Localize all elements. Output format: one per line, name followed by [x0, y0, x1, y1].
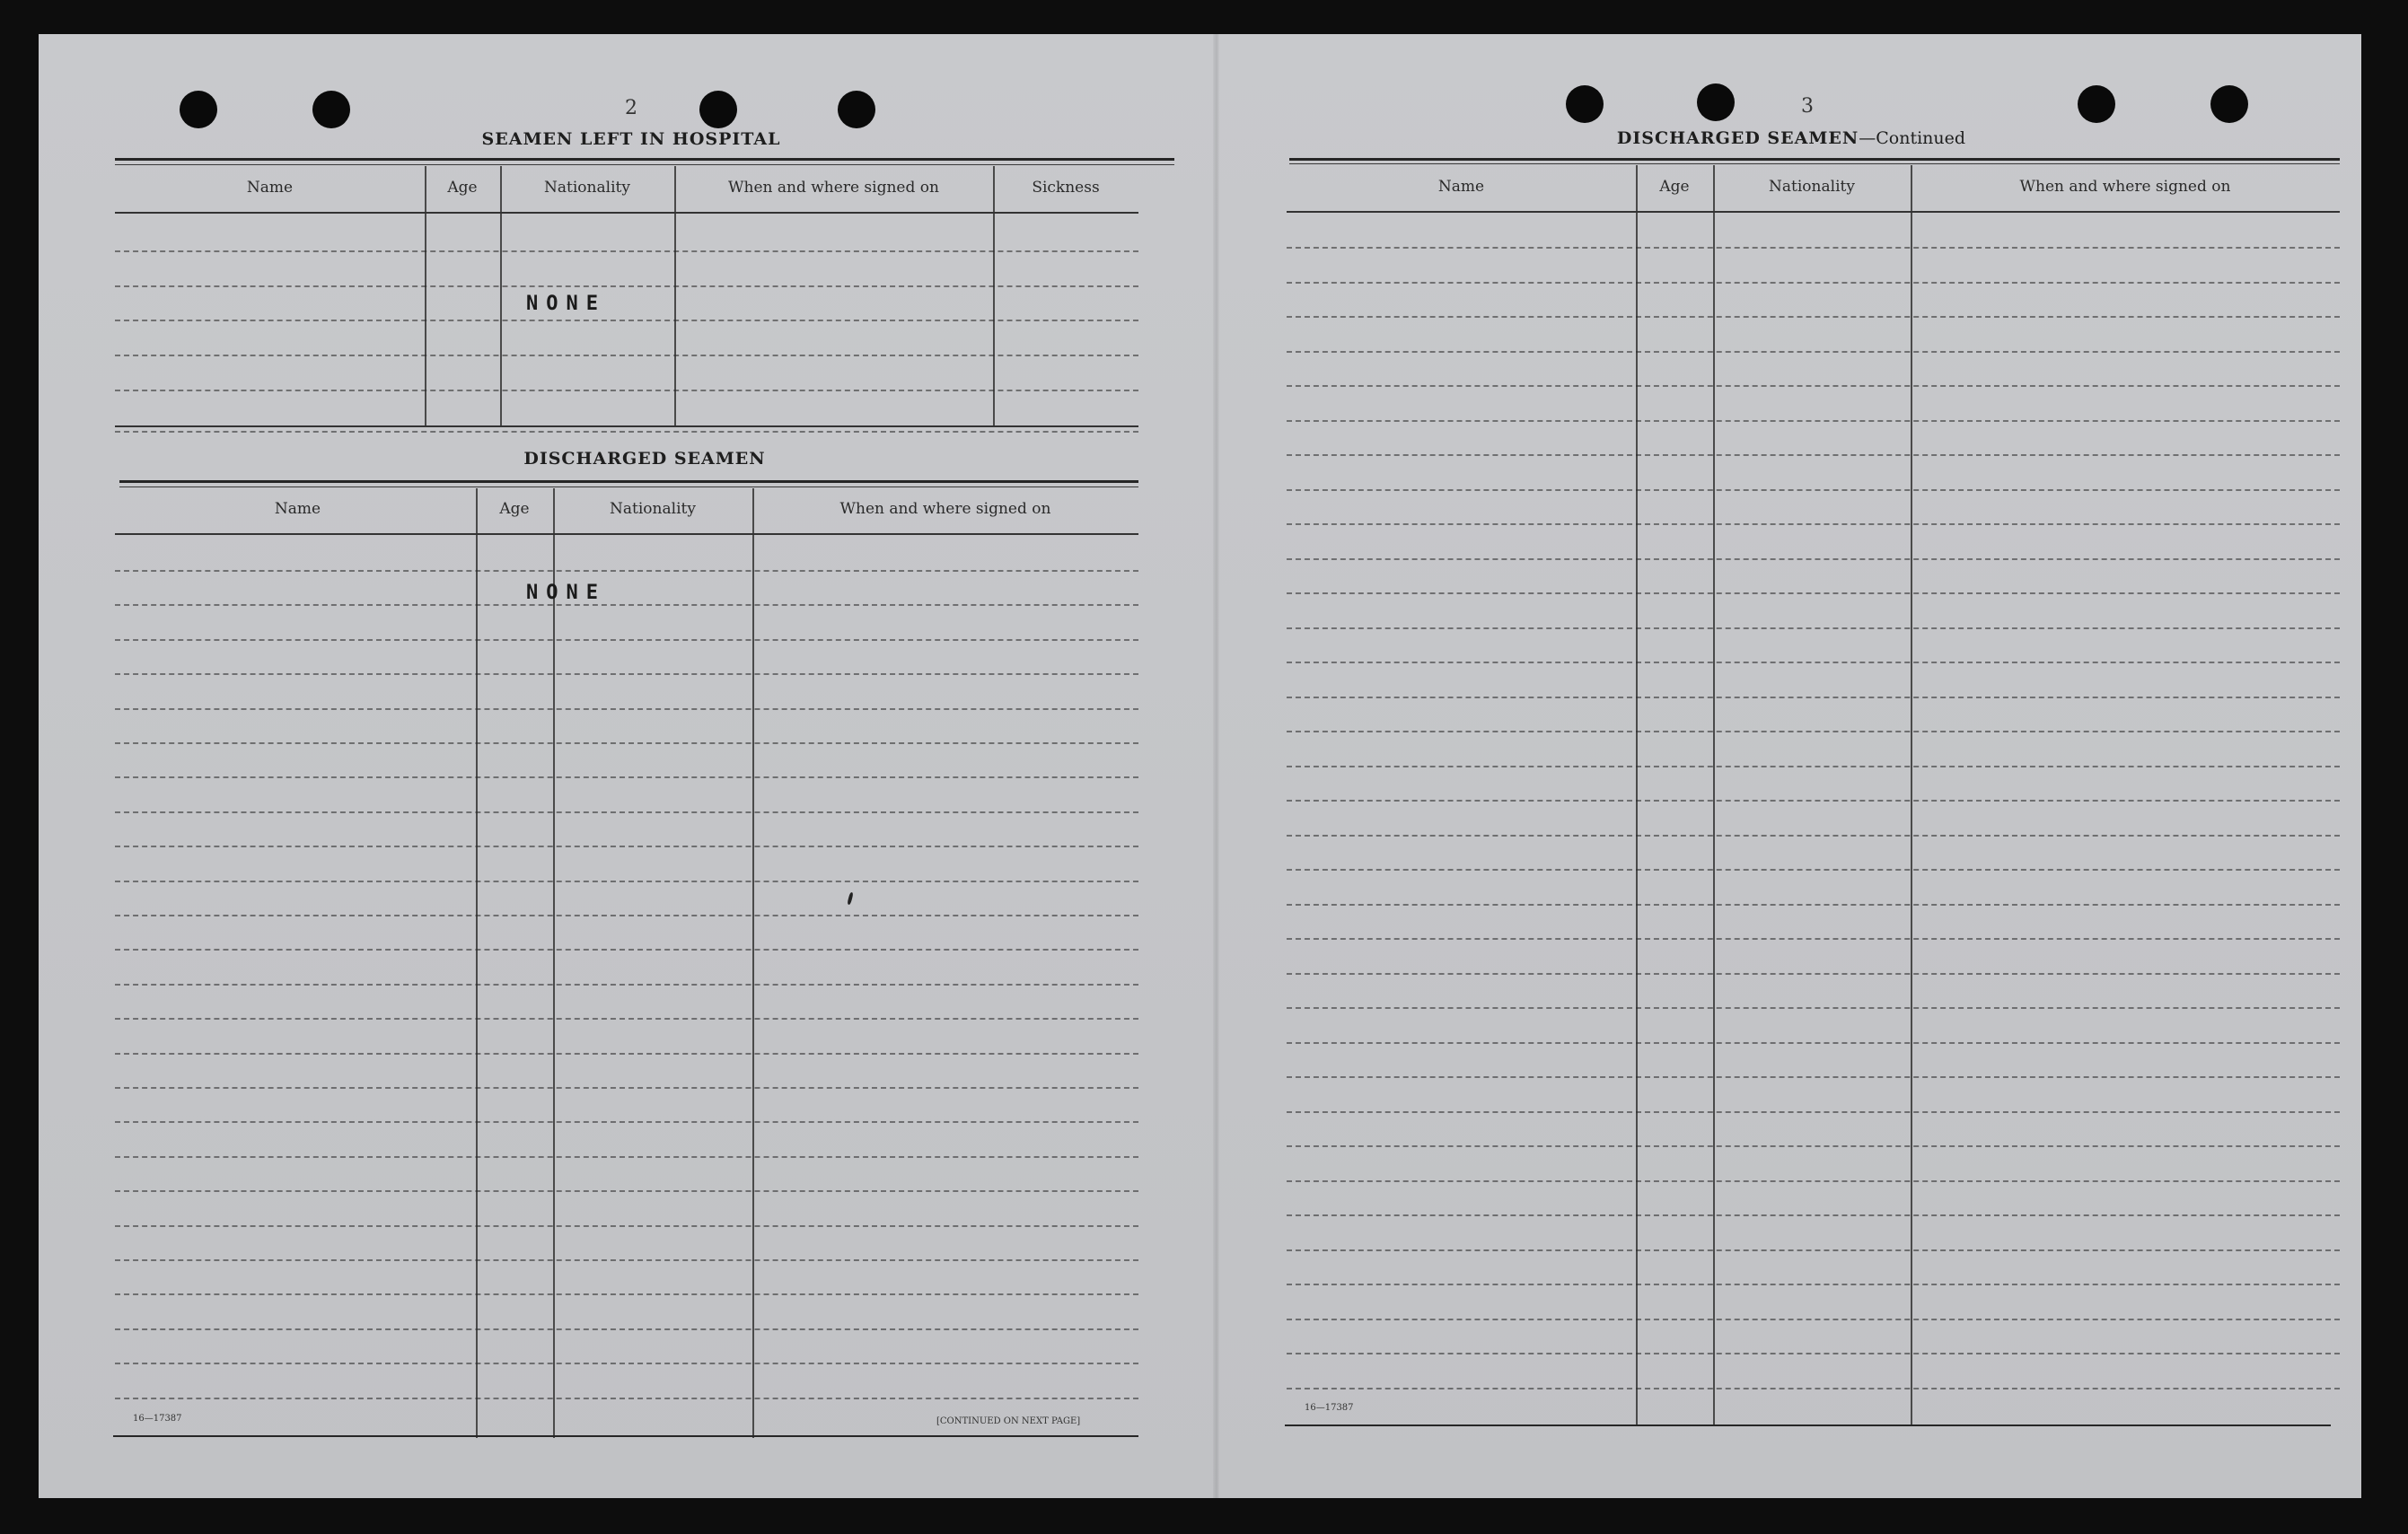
right-col-age: Age	[1659, 178, 1690, 196]
row-line	[1287, 1042, 2340, 1044]
form-number-right: 16—17387	[1305, 1403, 1354, 1413]
row-line	[1287, 523, 2340, 525]
discharged-col-age: Age	[499, 500, 530, 518]
hospital-section-title: SEAMEN LEFT IN HOSPITAL	[481, 129, 781, 149]
row-line	[1287, 385, 2340, 387]
ink-mark	[847, 892, 853, 906]
hospital-none-entry: NONE	[526, 293, 606, 315]
hospital-col-signed-on: When and where signed on	[728, 179, 939, 197]
row-line	[1287, 1076, 2340, 1078]
row-line	[115, 846, 1138, 847]
row-line	[115, 639, 1138, 641]
continued-note: [CONTINUED ON NEXT PAGE]	[936, 1416, 1081, 1426]
punch-hole	[2210, 85, 2248, 123]
row-line	[1287, 1353, 2340, 1354]
row-line	[1287, 351, 2340, 353]
row-line	[1287, 800, 2340, 802]
punch-hole	[1697, 83, 1735, 121]
row-line	[115, 1087, 1138, 1089]
punch-hole	[312, 91, 350, 128]
row-line	[115, 708, 1138, 710]
discharged-section-title: DISCHARGED SEAMEN	[523, 449, 766, 469]
row-line	[1287, 247, 2340, 249]
row-line	[115, 1225, 1138, 1227]
punch-hole	[2078, 85, 2115, 123]
form-sheet	[39, 34, 2361, 1498]
right-col-signed-on: When and where signed on	[2019, 178, 2231, 196]
row-line	[1287, 973, 2340, 975]
row-line	[115, 673, 1138, 675]
row-line	[115, 1328, 1138, 1330]
row-line	[1287, 869, 2340, 871]
row-line	[115, 1293, 1138, 1295]
row-line	[1287, 1388, 2340, 1389]
row-line	[1287, 316, 2340, 318]
row-line	[115, 949, 1138, 951]
page-number-left: 2	[625, 97, 637, 119]
row-line	[1287, 1284, 2340, 1285]
discharged-top-rule	[119, 480, 1138, 483]
punch-hole	[180, 91, 217, 128]
right-section-title: DISCHARGED SEAMEN—Continued	[1616, 128, 1966, 148]
row-line	[115, 881, 1138, 882]
row-line	[1287, 731, 2340, 732]
row-line	[1287, 592, 2340, 594]
row-line	[115, 915, 1138, 916]
row-line	[1287, 1180, 2340, 1182]
row-line	[115, 604, 1138, 606]
row-line	[1287, 835, 2340, 837]
row-line	[115, 742, 1138, 744]
row-line	[1287, 627, 2340, 629]
row-line	[115, 1398, 1138, 1399]
row-line	[1287, 282, 2340, 284]
row-line	[1287, 938, 2340, 940]
row-line	[1287, 420, 2340, 422]
row-line	[115, 984, 1138, 986]
row-line	[115, 1121, 1138, 1123]
row-line	[115, 1190, 1138, 1192]
hospital-col-nationality: Nationality	[544, 179, 630, 197]
hospital-top-rule	[115, 158, 1174, 161]
hospital-col-name: Name	[246, 179, 294, 197]
row-line	[115, 811, 1138, 813]
right-top-rule	[1289, 158, 2340, 161]
discharged-none-entry: NONE	[526, 582, 606, 604]
right-col-name: Name	[1437, 178, 1485, 196]
row-line	[1287, 697, 2340, 698]
row-line	[115, 776, 1138, 778]
row-line	[115, 1053, 1138, 1055]
discharged-col-nationality: Nationality	[610, 500, 696, 518]
row-line	[115, 1156, 1138, 1158]
row-line	[1287, 1249, 2340, 1251]
discharged-col-name: Name	[274, 500, 321, 518]
row-line	[1287, 1214, 2340, 1216]
punch-hole	[699, 91, 737, 128]
discharged-col-signed-on: When and where signed on	[839, 500, 1051, 518]
right-col-nationality: Nationality	[1769, 178, 1855, 196]
row-line	[1287, 1111, 2340, 1113]
row-line	[115, 1363, 1138, 1364]
row-line	[115, 1259, 1138, 1261]
page-number-right: 3	[1801, 95, 1814, 118]
row-line	[1287, 454, 2340, 456]
row-line	[115, 1018, 1138, 1020]
hospital-col-age: Age	[447, 179, 478, 197]
page-fold	[1213, 34, 1220, 1498]
form-number-left: 16—17387	[133, 1414, 182, 1424]
row-line	[1287, 1145, 2340, 1147]
hospital-col-sickness: Sickness	[1032, 179, 1100, 197]
row-line	[1287, 1319, 2340, 1320]
punch-hole	[838, 91, 875, 128]
row-line	[1287, 766, 2340, 767]
row-line	[1287, 1007, 2340, 1009]
row-line	[1287, 489, 2340, 491]
row-line	[1287, 558, 2340, 560]
punch-hole	[1566, 85, 1604, 123]
row-line	[1287, 662, 2340, 663]
row-line	[1287, 904, 2340, 906]
row-line	[115, 570, 1138, 572]
